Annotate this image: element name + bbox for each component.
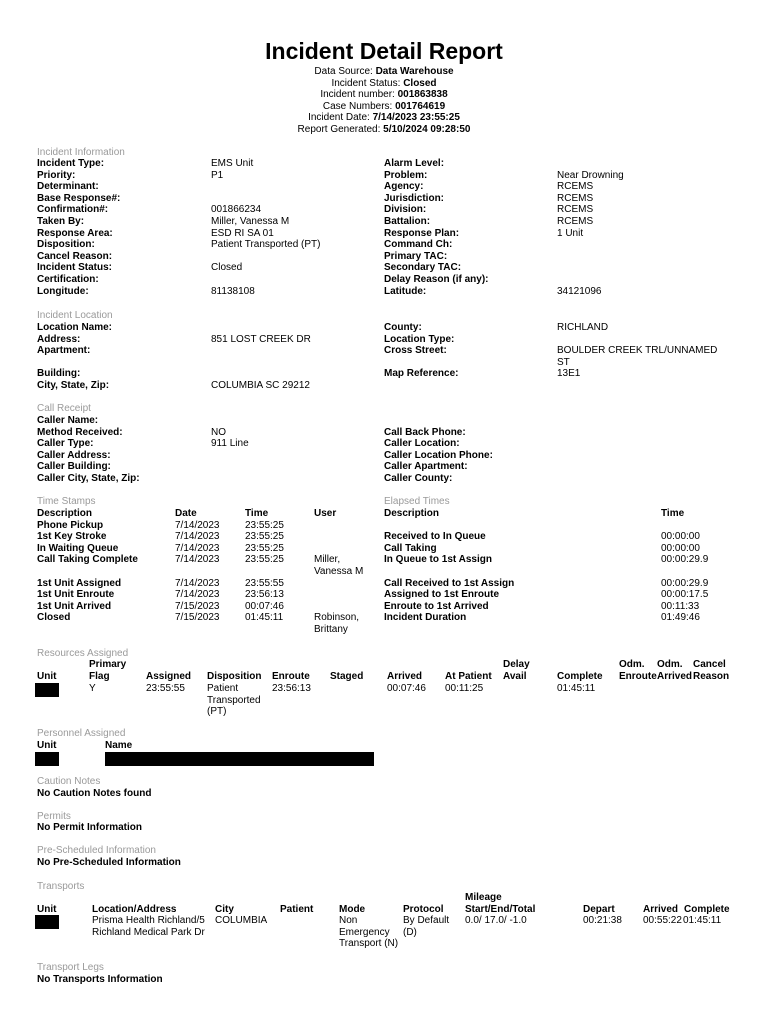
field-label: Caller Location Phone:	[384, 449, 493, 461]
timestamp-time: 00:07:46	[245, 600, 284, 612]
tr-mode: Non Emergency Transport (N)	[339, 915, 399, 950]
caution-notes-heading: Caution Notes	[37, 776, 101, 787]
field-value: Near Drowning	[557, 169, 624, 181]
tr-depart: 00:21:38	[583, 915, 622, 926]
field-label: Determinant:	[37, 181, 99, 193]
res-col-flag: Flag	[89, 671, 110, 682]
timestamp-time: 23:55:25	[245, 542, 284, 554]
field-label: Location Type:	[384, 333, 455, 345]
field-label: Caller Location:	[384, 438, 460, 450]
et-col-description: Description	[384, 508, 440, 519]
elapsed-time: 00:00:29.9	[661, 577, 709, 589]
field-label: Longitude:	[37, 285, 89, 297]
permits-heading: Permits	[37, 811, 71, 822]
resources-assigned-heading: Resources Assigned	[37, 648, 129, 659]
res-col-disposition: Disposition	[207, 671, 262, 682]
time-stamps-heading: Time Stamps	[37, 496, 96, 507]
ts-col-description: Description	[37, 508, 93, 519]
tr-city: COLUMBIA	[215, 915, 268, 926]
field-label: Address:	[37, 333, 81, 345]
elapsed-time: 00:11:33	[661, 600, 700, 612]
field-label: Caller Type:	[37, 438, 94, 450]
timestamp-date: 7/14/2023	[175, 519, 220, 531]
personnel-unit-redaction	[35, 752, 59, 766]
field-value: 1 Unit	[557, 227, 584, 239]
tr-protocol: By Default (D)	[403, 915, 450, 938]
elapsed-times-heading: Elapsed Times	[384, 496, 450, 507]
timestamp-user: Miller, Vanessa M	[314, 554, 364, 577]
timestamp-date: 7/14/2023	[175, 577, 220, 589]
personnel-col-unit: Unit	[37, 740, 57, 751]
timestamp-date: 7/14/2023	[175, 531, 220, 542]
field-value: RCEMS	[557, 216, 594, 227]
timestamp-time: 23:55:55	[245, 577, 284, 589]
transports-heading: Transports	[37, 881, 85, 892]
incident-date-line: Incident Date: 7/14/2023 23:55:25	[308, 112, 460, 123]
elapsed-description: Call Taking	[384, 542, 437, 554]
field-label: City, State, Zip:	[37, 379, 110, 391]
field-label: Battalion:	[384, 216, 431, 227]
ts-col-date: Date	[175, 508, 197, 519]
elapsed-description: Incident Duration	[384, 612, 467, 623]
field-value: 851 LOST CREEK DR	[211, 333, 311, 345]
field-value: 13E1	[557, 368, 581, 379]
elapsed-time: 00:00:00	[661, 542, 700, 554]
res-col-complete: Complete	[557, 671, 603, 682]
field-label: Confirmation#:	[37, 204, 109, 216]
timestamp-time: 23:55:25	[245, 531, 284, 542]
field-label: Base Response#:	[37, 192, 121, 204]
field-label: Certification:	[37, 274, 99, 285]
res-complete: 01:45:11	[557, 683, 596, 694]
timestamp-date: 7/14/2023	[175, 589, 220, 600]
res-col-delay: Delay	[503, 659, 530, 670]
personnel-col-name: Name	[105, 740, 133, 751]
case-numbers-line: Case Numbers: 001764619	[322, 100, 446, 112]
timestamp-description: 1st Unit Assigned	[37, 577, 122, 589]
tr-col-depart: Depart	[583, 904, 615, 915]
field-label: Incident Status:	[37, 262, 113, 274]
field-label: Call Back Phone:	[384, 426, 466, 438]
res-arrived: 00:07:46	[387, 683, 426, 694]
field-label: Problem:	[384, 169, 428, 181]
field-label: Caller Building:	[37, 461, 111, 473]
elapsed-time: 01:49:46	[661, 612, 700, 623]
res-disposition: Patient Transported (PT)	[207, 683, 261, 718]
field-label: Response Area:	[37, 227, 113, 239]
res-col-primary: Primary	[89, 659, 127, 670]
elapsed-time: 00:00:29.9	[661, 554, 709, 565]
ts-col-user: User	[314, 508, 337, 519]
field-label: Caller County:	[384, 473, 453, 484]
field-value: 81138108	[211, 285, 255, 297]
field-label: Location Name:	[37, 322, 113, 333]
field-value: EMS Unit	[211, 158, 254, 169]
field-value: P1	[211, 169, 224, 181]
timestamp-date: 7/15/2023	[175, 612, 220, 623]
res-col-unit: Unit	[37, 671, 57, 682]
field-value: ESD RI SA 01	[211, 227, 274, 239]
tr-location: Prisma Health Richland/5 Richland Medical Park Dr	[92, 915, 205, 938]
elapsed-time: 00:00:00	[661, 531, 700, 542]
field-label: Building:	[37, 368, 81, 379]
timestamp-description: 1st Unit Arrived	[37, 600, 112, 612]
tr-col-protocol: Protocol	[403, 904, 444, 915]
field-label: Response Plan:	[384, 227, 460, 239]
res-col-odm-enroute: Enroute	[619, 671, 657, 682]
field-label: County:	[384, 322, 422, 333]
timestamp-description: 1st Key Stroke	[37, 531, 107, 542]
call-receipt-heading: Call Receipt	[37, 403, 91, 414]
res-col-at-patient: At Patient	[445, 671, 492, 682]
report-generated-line: Report Generated: 5/10/2024 09:28:50	[297, 123, 471, 135]
ts-col-time: Time	[245, 508, 269, 519]
field-label: Caller Name:	[37, 415, 99, 426]
field-label: Delay Reason (if any):	[384, 274, 489, 285]
timestamp-time: 23:55:25	[245, 554, 284, 565]
res-assigned: 23:55:55	[146, 683, 185, 694]
field-label: Incident Type:	[37, 158, 105, 169]
tr-mileage: 0.0/ 17.0/ -1.0	[465, 915, 527, 926]
field-value: RCEMS	[557, 192, 594, 204]
res-enroute: 23:56:13	[272, 683, 311, 694]
tr-col-city: City	[215, 904, 234, 915]
field-label: Alarm Level:	[384, 158, 445, 169]
report-title: Incident Detail Report	[265, 38, 503, 64]
pre-scheduled-text: No Pre-Scheduled Information	[37, 857, 181, 868]
res-col-staged: Staged	[330, 671, 364, 682]
field-label: Caller Apartment:	[384, 461, 468, 473]
incident-status-line: Incident Status: Closed	[331, 77, 437, 89]
field-label: Cross Street:	[384, 345, 447, 356]
timestamp-description: Phone Pickup	[37, 519, 104, 531]
timestamp-time: 23:55:25	[245, 519, 284, 531]
field-label: Command Ch:	[384, 239, 453, 251]
tr-col-unit: Unit	[37, 904, 57, 915]
field-label: Latitude:	[384, 285, 427, 297]
timestamp-description: Closed	[37, 612, 71, 623]
res-col-arrived: Arrived	[387, 671, 423, 682]
data-source-line: Data Source: Data Warehouse	[314, 66, 454, 77]
pre-scheduled-heading: Pre-Scheduled Information	[37, 845, 156, 856]
field-value: Miller, Vanessa M	[211, 216, 290, 227]
permits-text: No Permit Information	[37, 822, 143, 833]
timestamp-date: 7/14/2023	[175, 542, 220, 554]
res-col-avail: Avail	[503, 671, 527, 682]
field-value: 911 Line	[211, 438, 249, 450]
timestamp-date: 7/14/2023	[175, 554, 220, 565]
field-label: Secondary TAC:	[384, 262, 462, 274]
field-label: Taken By:	[37, 216, 85, 227]
tr-col-arrived: Arrived	[643, 904, 679, 915]
field-label: Apartment:	[37, 345, 91, 356]
res-at-patient: 00:11:25	[445, 683, 484, 694]
field-label: Jurisdiction:	[384, 192, 445, 204]
timestamp-user: Robinson, Brittany	[314, 612, 360, 635]
res-col-odm-1: Odm.	[619, 659, 645, 670]
tr-col-complete: Complete	[684, 904, 730, 915]
incident-number-line: Incident number: 001863838	[320, 89, 448, 100]
field-label: Agency:	[384, 181, 424, 193]
field-value: RCEMS	[557, 204, 594, 216]
timestamp-description: Call Taking Complete	[37, 554, 138, 565]
elapsed-description: Call Received to 1st Assign	[384, 577, 515, 589]
res-primary-flag: Y	[89, 683, 96, 694]
tr-arrived: 00:55:22	[643, 915, 682, 926]
timestamp-time: 01:45:11	[245, 612, 284, 623]
res-col-odm-arrived: Arrived	[657, 671, 693, 682]
res-col-cancel: Cancel	[693, 659, 726, 670]
tr-complete: 01:45:11	[683, 915, 722, 926]
field-label: Caller Address:	[37, 449, 111, 461]
elapsed-description: Assigned to 1st Enroute	[384, 589, 500, 600]
field-label: Caller City, State, Zip:	[37, 473, 140, 484]
elapsed-description: Received to In Queue	[384, 531, 486, 542]
field-value: 34121096	[557, 285, 602, 297]
timestamp-description: In Waiting Queue	[37, 542, 119, 554]
elapsed-description: In Queue to 1st Assign	[384, 554, 492, 565]
field-label: Cancel Reason:	[37, 250, 113, 262]
field-value: NO	[211, 426, 226, 438]
field-label: Division:	[384, 204, 427, 216]
field-value: BOULDER CREEK TRL/UNNAMED ST	[557, 345, 718, 368]
timestamp-date: 7/15/2023	[175, 600, 220, 612]
field-label: Priority:	[37, 169, 76, 181]
tr-col-patient: Patient	[280, 904, 314, 915]
field-label: Primary TAC:	[384, 250, 448, 262]
personnel-assigned-heading: Personnel Assigned	[37, 728, 126, 739]
res-col-reason: Reason	[693, 671, 730, 682]
incident-information-heading: Incident Information	[37, 147, 125, 158]
res-col-odm-2: Odm.	[657, 659, 683, 670]
timestamp-description: 1st Unit Enroute	[37, 589, 115, 600]
field-value: 001866234	[211, 204, 262, 216]
tr-col-mileage-detail: Start/End/Total	[465, 904, 536, 915]
res-col-assigned: Assigned	[146, 671, 192, 682]
caution-notes-text: No Caution Notes found	[37, 788, 152, 799]
field-label: Method Received:	[37, 426, 123, 438]
field-value: RICHLAND	[557, 322, 609, 333]
field-value: COLUMBIA SC 29212	[211, 379, 310, 391]
unit-redaction	[35, 683, 59, 697]
res-col-enroute: Enroute	[272, 671, 310, 682]
transport-unit-redaction	[35, 915, 59, 929]
tr-col-mode: Mode	[339, 904, 366, 915]
elapsed-description: Enroute to 1st Arrived	[384, 600, 489, 612]
field-label: Disposition:	[37, 239, 95, 251]
elapsed-time: 00:00:17.5	[661, 589, 709, 600]
field-label: Map Reference:	[384, 368, 459, 379]
et-col-time: Time	[661, 508, 685, 519]
field-value: Closed	[211, 262, 243, 274]
field-value: RCEMS	[557, 181, 594, 193]
timestamp-time: 23:56:13	[245, 589, 284, 600]
transport-legs-text: No Transports Information	[37, 974, 163, 985]
transport-legs-heading: Transport Legs	[37, 962, 104, 973]
personnel-name-redaction	[105, 752, 374, 766]
field-value: Patient Transported (PT)	[211, 239, 321, 251]
incident-location-heading: Incident Location	[37, 310, 113, 321]
tr-col-location: Location/Address	[92, 904, 177, 915]
tr-col-mileage: Mileage	[465, 892, 502, 903]
